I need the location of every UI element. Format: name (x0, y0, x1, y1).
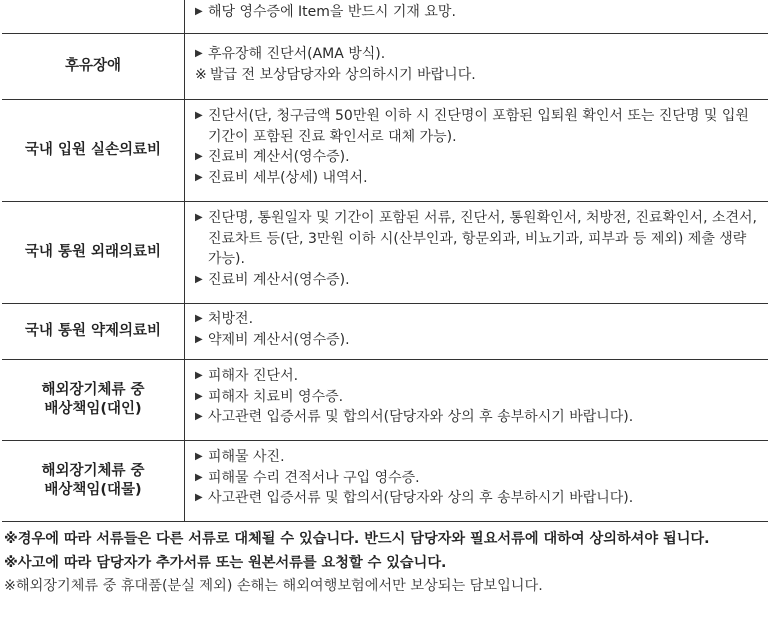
bullet-icon: ▶ (195, 370, 203, 381)
row-label (2, 0, 185, 33)
row-label: 후유장애 (2, 34, 185, 99)
row-label-line: 해외장기체류 중 (41, 463, 145, 479)
table-row (2, 441, 768, 522)
footnote: ※사고에 따라 담당자가 추가서류 또는 원본서류를 요청할 수 있습니다. (4, 554, 447, 571)
table-row (2, 304, 768, 360)
list-item (195, 106, 762, 147)
bullet-icon: ▶ (195, 212, 203, 223)
bullet-icon: ▶ (195, 411, 203, 423)
item-text: 피해물 수리 견적서나 구입 영수증. (208, 469, 420, 486)
row-content (185, 0, 768, 33)
item-text: 진료비 계산서(영수증). (208, 271, 350, 288)
row-label-line: 배상책임(대인) (44, 401, 142, 417)
row-content (185, 304, 768, 359)
item-text: 처방전. (208, 311, 254, 327)
bullet-icon: ▶ (195, 471, 203, 483)
table-row (2, 360, 768, 441)
list-item (195, 2, 762, 23)
footnotes (4, 528, 768, 599)
item-text: 피해자 진단서. (208, 368, 299, 384)
bullet-icon: ▶ (195, 313, 203, 324)
item-text: 사고관련 입증서류 및 합의서(담당자와 상의 후 송부하시기 바랍니다). (208, 409, 634, 426)
row-content (185, 34, 768, 99)
reference-mark: ※ (195, 66, 207, 83)
bullet-icon: ▶ (195, 492, 203, 504)
list-item (195, 366, 762, 387)
list-item (195, 387, 762, 408)
row-content (185, 100, 768, 201)
list-item (195, 330, 762, 351)
list-item (195, 44, 762, 65)
row-label: 국내 통원 외래의료비 (2, 202, 185, 303)
bullet-icon: ▶ (195, 390, 203, 402)
item-text: 진료비 세부(상세) 내역서. (208, 169, 368, 186)
footnote: ※해외장기체류 중 휴대품(분실 제외) 손해는 해외여행보험에서만 보상되는 담보입니다. (4, 578, 543, 594)
item-text: 피해물 사진. (208, 449, 285, 465)
footnote: ※경우에 따라 서류들은 다른 서류로 대체될 수 있습니다. 반드시 담당자와 필요서류에 대하여 상의하셔야 됩니다. (4, 531, 710, 547)
list-item (195, 168, 762, 189)
item-text: 진단명, 통원일자 및 기간이 포함된 서류, 진단서, 통원확인서, 처방전, 진료확인서, 소견서, 진료차트 등(단, 3만원 이하 시(산부인과, 항문외과, 비뇨기과, 피부과 등 제외) 제출 생략 가능). (208, 210, 757, 268)
row-content (185, 202, 768, 303)
list-item (195, 309, 762, 330)
item-text: 후유장해 진단서(AMA 방식). (208, 46, 386, 62)
table-row (2, 0, 768, 34)
list-item (195, 468, 762, 489)
item-text: 진료비 계산서(영수증). (208, 149, 350, 166)
bullet-icon: ▶ (195, 48, 203, 59)
table-row (2, 202, 768, 304)
list-item (195, 447, 762, 468)
list-item (195, 270, 762, 291)
bullet-icon: ▶ (195, 333, 203, 345)
bullet-icon: ▶ (195, 151, 203, 163)
row-content (185, 360, 768, 440)
row-label: 국내 통원 약제의료비 (2, 304, 185, 359)
item-text: 사고관련 입증서류 및 합의서(담당자와 상의 후 송부하시기 바랍니다). (208, 490, 634, 507)
table-row (2, 34, 768, 100)
list-item (195, 147, 762, 168)
bullet-icon: ▶ (195, 451, 203, 462)
bullet-icon: ▶ (195, 273, 203, 285)
list-item (195, 65, 762, 86)
item-text: 약제비 계산서(영수증). (208, 331, 350, 348)
list-item (195, 488, 762, 509)
item-text: 발급 전 보상담당자와 상의하시기 바랍니다. (210, 66, 476, 83)
bullet-icon: ▶ (195, 6, 203, 17)
item-text: 진단서(단, 청구금액 50만원 이하 시 진단명이 포함된 입퇴원 확인서 또는 진단명 및 입원 기간이 포함된 진료 확인서로 대체 가능). (208, 108, 749, 145)
row-label-line: 해외장기체류 중 (41, 382, 145, 398)
list-item (195, 208, 762, 270)
bullet-icon: ▶ (195, 110, 203, 121)
item-text: 피해자 치료비 영수증. (208, 388, 344, 405)
table-row (2, 100, 768, 202)
bullet-icon: ▶ (195, 171, 203, 183)
list-item (195, 407, 762, 428)
row-label (2, 360, 185, 440)
row-content (185, 441, 768, 521)
row-label-line: 배상책임(대물) (44, 482, 142, 498)
document-table (2, 0, 768, 522)
item-text: 해당 영수증에 Item을 반드시 기재 요망. (208, 4, 456, 20)
row-label: 국내 입원 실손의료비 (2, 100, 185, 201)
row-label (2, 441, 185, 521)
